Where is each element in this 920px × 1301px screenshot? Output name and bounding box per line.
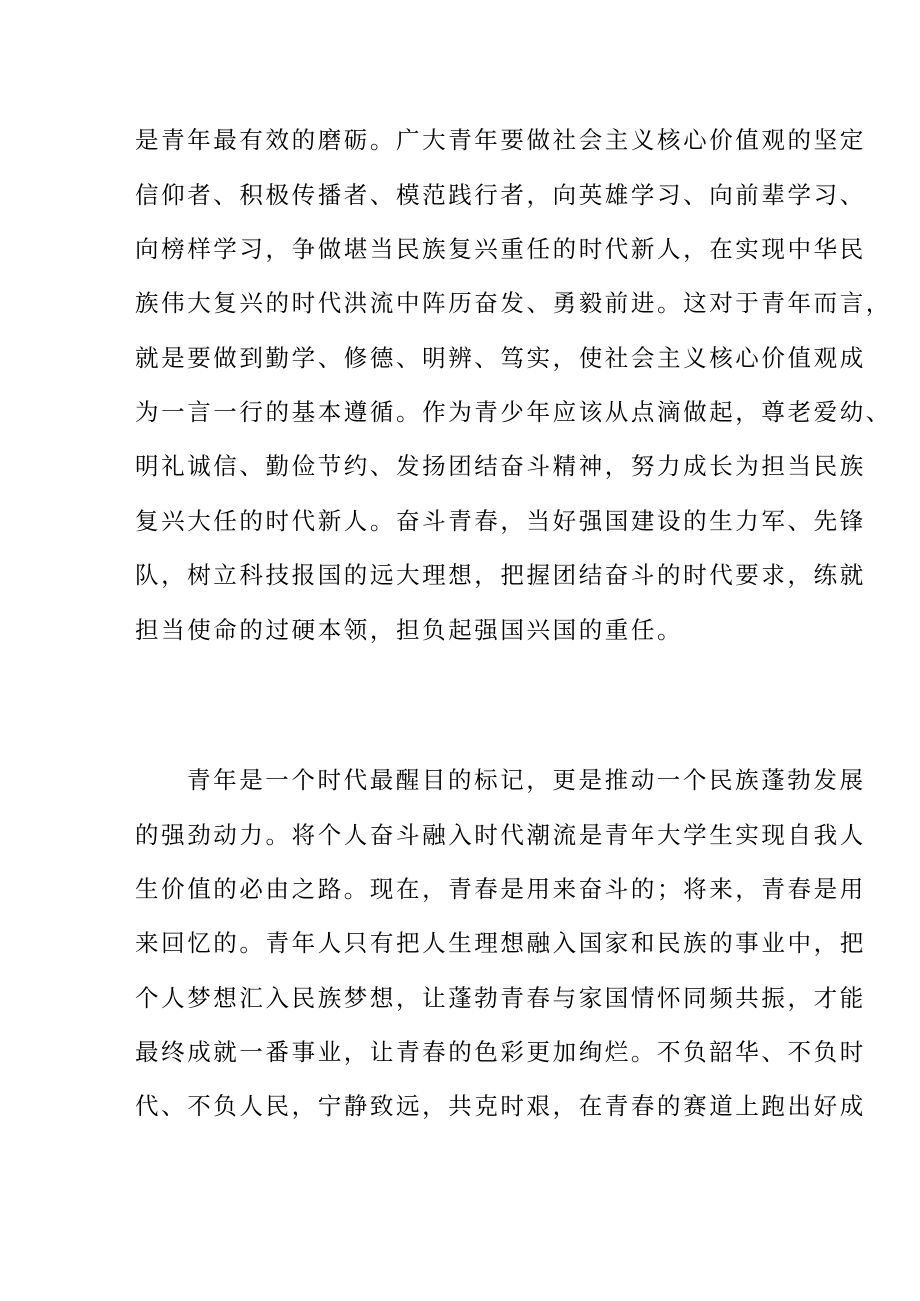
text-line: 明礼诚信、勤俭节约、发扬团结奋斗精神，努力成长为担当民族 — [135, 452, 866, 480]
text-line: 最终成就一番事业，让青春的色彩更加绚烂。不负韶华、不负时 — [135, 1038, 866, 1066]
text-line: 的强劲动力。将个人奋斗融入时代潮流是青年大学生实现自我人 — [135, 821, 866, 849]
text-line: 队，树立科技报国的远大理想，把握团结奋斗的时代要求，练就 — [135, 561, 866, 589]
text-line: 族伟大复兴的时代洪流中阵历奋发、勇毅前进。这对于青年而言， — [135, 289, 892, 317]
text-line: 向榜样学习，争做堪当民族复兴重任的时代新人，在实现中华民 — [135, 235, 866, 263]
text-line: 复兴大任的时代新人。奋斗青春，当好强国建设的生力军、先锋 — [135, 507, 866, 535]
text-line: 个人梦想汇入民族梦想，让蓬勃青春与家国情怀同频共振，才能 — [135, 984, 866, 1012]
text-line: 来回忆的。青年人只有把人生理想融入国家和民族的事业中，把 — [135, 929, 866, 957]
text-line: 担当使命的过硬本领，担负起强国兴国的重任。 — [135, 616, 684, 644]
text-line: 代、不负人民，宁静致远，共克时艰，在青春的赛道上跑出好成 — [135, 1092, 866, 1120]
text-line: 生价值的必由之路。现在，青春是用来奋斗的；将来，青春是用 — [135, 875, 866, 903]
text-line: 为一言一行的基本遵循。作为青少年应该从点滴做起，尊老爱幼、 — [135, 398, 892, 426]
text-line: 青年是一个时代最醒目的标记，更是推动一个民族蓬勃发展 — [187, 766, 866, 794]
text-line: 信仰者、积极传播者、模范践行者，向英雄学习、向前辈学习、 — [135, 181, 866, 209]
text-line: 就是要做到勤学、修德、明辨、笃实，使社会主义核心价值观成 — [135, 344, 866, 372]
text-line: 是青年最有效的磨砺。广大青年要做社会主义核心价值观的坚定 — [135, 126, 866, 154]
